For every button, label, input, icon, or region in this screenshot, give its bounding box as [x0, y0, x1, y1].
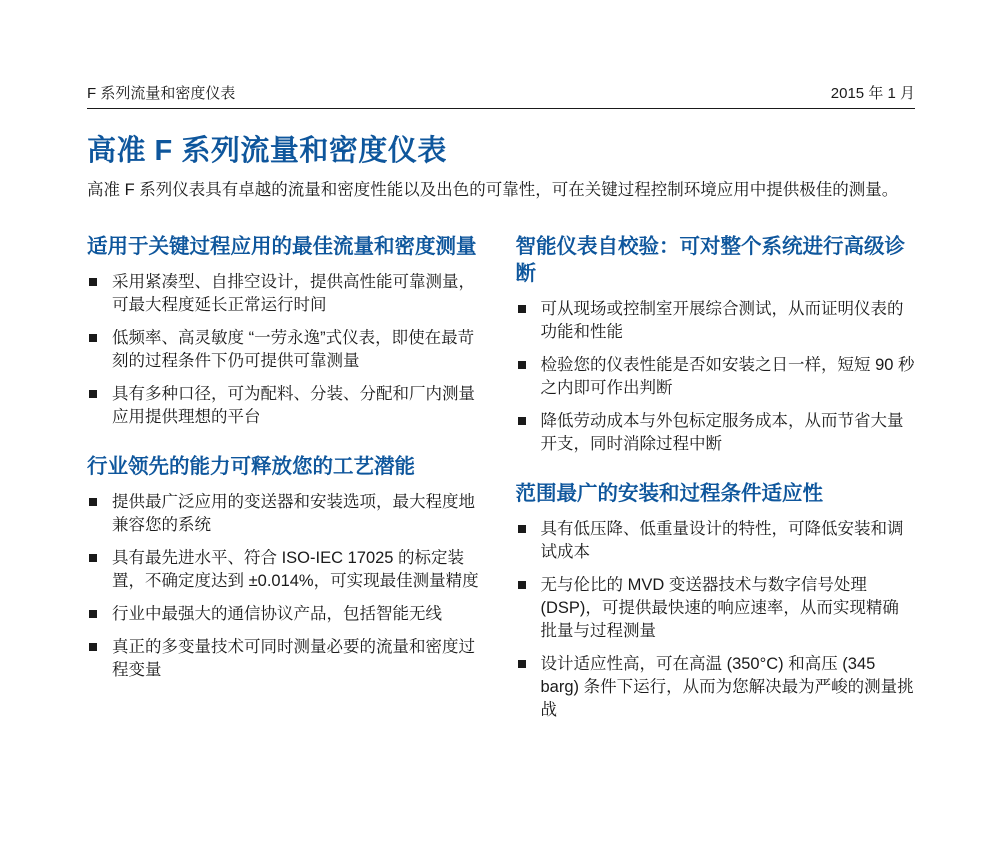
- intro-paragraph: 高准 F 系列仪表具有卓越的流量和密度性能以及出色的可靠性，可在关键过程控制环境应用中提供极佳的测量。: [87, 180, 899, 199]
- bullet-item: 行业中最强大的通信协议产品，包括智能无线: [87, 603, 487, 626]
- feature-columns: [87, 233, 915, 732]
- bullet-item: 设计适应性高，可在高温 (350°C) 和高压 (345 barg) 条件下运行，从而为您解决最为严峻的测量挑战: [516, 653, 916, 722]
- bullet-item: 采用紧凑型、自排空设计，提供高性能可靠测量，可最大程度延长正常运行时间: [87, 271, 487, 317]
- column: [87, 233, 487, 732]
- section-heading: 智能仪表自校验：可对整个系统进行高级诊断: [515, 234, 905, 285]
- bullet-item: 可从现场或控制室开展综合测试，从而证明仪表的功能和性能: [516, 298, 916, 344]
- bullet-item: 低频率、高灵敏度 “一劳永逸”式仪表，即使在最苛刻的过程条件下仍可提供可靠测量: [87, 327, 487, 373]
- bullet-item: 具有多种口径，可为配料、分装、分配和厂内测量应用提供理想的平台: [87, 383, 487, 429]
- bullet-item: 具有最先进水平、符合 ISO-IEC 17025 的标定装置，不确定度达到 ±0.014%，可实现最佳测量精度: [87, 547, 487, 593]
- bullet-item: 提供最广泛应用的变送器和安装选项，最大程度地兼容您的系统: [87, 491, 487, 537]
- doc-date: 2015 年 1 月: [830, 85, 915, 102]
- doc-title: F 系列流量和密度仪表: [87, 85, 236, 102]
- bullet-item: 具有低压降、低重量设计的特性，可降低安装和调试成本: [516, 518, 916, 564]
- feature-section: [516, 233, 916, 456]
- section-heading: 适用于关键过程应用的最佳流量和密度测量: [87, 234, 477, 258]
- bullet-item: 无与伦比的 MVD 变送器技术与数字信号处理 (DSP)，可提供最快速的响应速率，从而实现精确批量与过程测量: [516, 574, 916, 643]
- bullet-item: 降低劳动成本与外包标定服务成本，从而节省大量开支，同时消除过程中断: [516, 410, 916, 456]
- bullet-list: [87, 271, 487, 429]
- section-heading: 范围最广的安装和过程条件适应性: [515, 481, 823, 505]
- feature-section: [87, 453, 487, 682]
- bullet-item: 检验您的仪表性能是否如安装之日一样，短短 90 秒之内即可作出判断: [516, 354, 916, 400]
- bullet-list: [516, 518, 916, 722]
- feature-section: [87, 233, 487, 429]
- page-header: [87, 82, 915, 109]
- feature-section: [516, 480, 916, 722]
- bullet-list: [516, 298, 916, 456]
- page-title: 高准 F 系列流量和密度仪表: [87, 135, 447, 167]
- column: [516, 233, 916, 732]
- bullet-item: 真正的多变量技术可同时测量必要的流量和密度过程变量: [87, 636, 487, 682]
- bullet-list: [87, 491, 487, 682]
- section-heading: 行业领先的能力可释放您的工艺潜能: [87, 454, 415, 478]
